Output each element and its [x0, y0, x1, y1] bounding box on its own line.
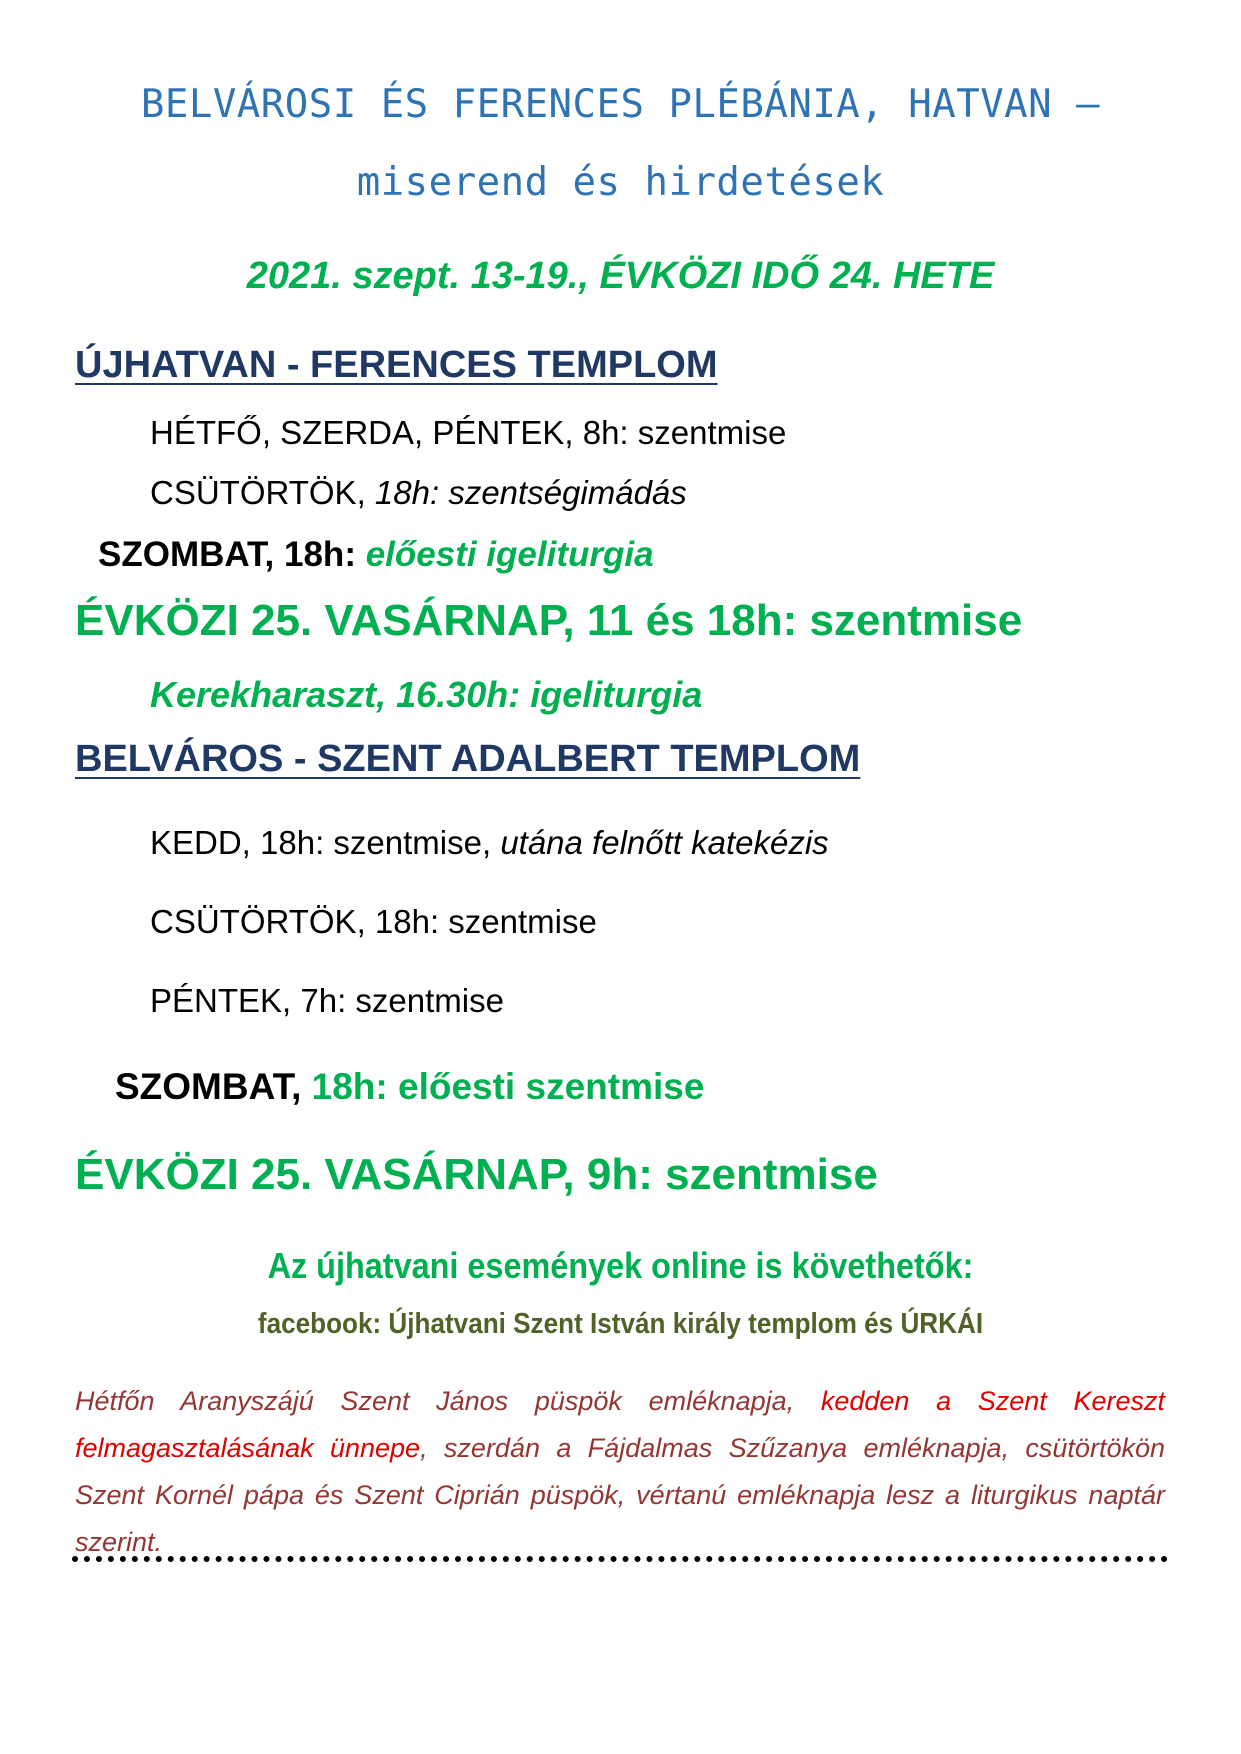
notice-part-1: Hétfőn Aranyszájú Szent János püspök emléknapja,	[75, 1386, 821, 1416]
belvaros-saturday-day: SZOMBAT,	[115, 1066, 312, 1107]
week-heading: 2021. szept. 13-19., ÉVKÖZI IDŐ 24. HETE	[246, 255, 995, 297]
notice-feast-highlight: kedden a Szent Kereszt felmagasztalásának ünnepe	[75, 1386, 1165, 1463]
belvaros-tuesday-main: KEDD, 18h: szentmise,	[150, 824, 501, 861]
ujhatvan-sunday-day: ÉVKÖZI 25. VASÁRNAP	[75, 596, 563, 645]
belvaros-saturday	[115, 1066, 704, 1108]
ujhatvan-thursday-day: CSÜTÖRTÖK,	[150, 474, 366, 511]
ujhatvan-saturday-event: előesti igeliturgia	[365, 535, 654, 574]
facebook-info: facebook: Újhatvani Szent István király templom és ÚRKÁI	[257, 1308, 984, 1340]
ujhatvan-thursday-event: 18h: szentségimádás	[365, 474, 687, 511]
belvaros-heading: BELVÁROS - SZENT ADALBERT TEMPLOM	[75, 738, 861, 780]
liturgical-notice	[75, 1378, 1165, 1566]
parish-title: BELVÁROSI ÉS FERENCES PLÉBÁNIA, HATVAN –	[140, 82, 1101, 127]
notice-part-3: , szerdán a Fájdalmas Szűzanya emléknapja, csütörtökön Szent Kornél pápa és Szent Ciprián püspök, vértanú emléknapja lesz a liturgikus naptár szerint.	[75, 1433, 1165, 1557]
kerekharaszt-liturgy: Kerekharaszt, 16.30h: igeliturgia	[150, 674, 703, 715]
ujhatvan-weekday-mass: HÉTFŐ, SZERDA, PÉNTEK, 8h: szentmise	[150, 414, 787, 451]
belvaros-tuesday	[150, 824, 829, 862]
ujhatvan-sunday	[75, 596, 1022, 646]
belvaros-tuesday-extra: utána felnőtt katekézis	[500, 824, 829, 861]
ujhatvan-heading: ÚJHATVAN - FERENCES TEMPLOM	[75, 344, 718, 386]
ujhatvan-saturday	[98, 535, 654, 575]
ujhatvan-sunday-event: , 11 és 18h: szentmise	[562, 596, 1023, 645]
ujhatvan-saturday-day: SZOMBAT, 18h:	[98, 535, 366, 574]
online-title: Az újhatvani események online is követhetők:	[267, 1245, 974, 1286]
ujhatvan-thursday	[150, 474, 687, 512]
belvaros-friday: PÉNTEK, 7h: szentmise	[150, 982, 504, 1019]
belvaros-sunday: ÉVKÖZI 25. VASÁRNAP, 9h: szentmise	[75, 1150, 878, 1199]
parish-subtitle: miserend és hirdetések	[356, 160, 885, 205]
belvaros-thursday: CSÜTÖRTÖK, 18h: szentmise	[150, 903, 597, 940]
belvaros-saturday-event: 18h: előesti szentmise	[311, 1066, 705, 1107]
dotted-divider	[72, 1556, 1168, 1562]
